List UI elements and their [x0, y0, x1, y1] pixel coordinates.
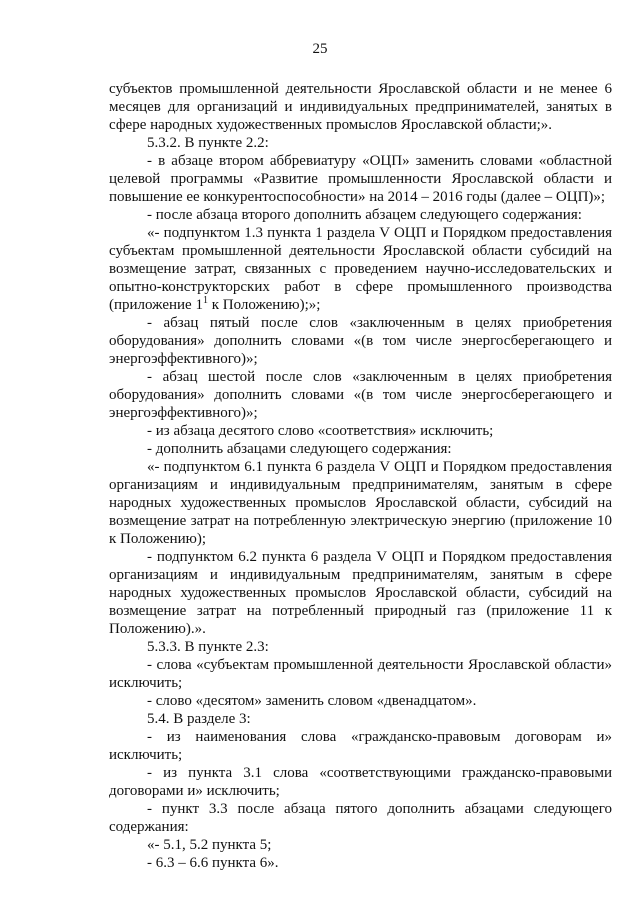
paragraph-text: - в абзаце втором аббревиатуру «ОЦП» заменить словами «областной целевой программы «Развитие промышленности Ярославской области и повышение ее конкурентоспособности» на 2014 – 2016 годы (далее – ОЦП)»; — [109, 153, 612, 205]
paragraph-text: - слово «десятом» заменить словом «двенадцатом». — [147, 693, 477, 709]
paragraph — [109, 206, 612, 224]
document-body — [109, 80, 612, 872]
paragraph-text: 5.3.3. В пункте 2.3: — [147, 639, 269, 655]
paragraph-text: - из наименования слова «гражданско-правовым договорам и» исключить; — [109, 729, 612, 763]
paragraph — [109, 548, 612, 638]
paragraph — [109, 836, 612, 854]
paragraph-text: «- 5.1, 5.2 пункта 5; — [147, 837, 272, 853]
paragraph-text: - после абзаца второго дополнить абзацем следующего содержания: — [147, 207, 582, 223]
paragraph — [109, 656, 612, 692]
paragraph — [109, 692, 612, 710]
paragraph — [109, 854, 612, 872]
superscript: 1 — [202, 295, 208, 306]
paragraph-text: «- подпунктом 6.1 пункта 6 раздела V ОЦП и Порядком предоставления организациям и индивидуальным предпринимателям, занятым в сфере народных художественных промыслов Ярославской области, субсидий на возмещение затрат на потребленную электрическую энергию (приложение 10 к Положению); — [109, 459, 612, 547]
paragraph — [109, 422, 612, 440]
paragraph — [109, 224, 612, 314]
paragraph-text-after: к Положению);»; — [207, 297, 321, 313]
paragraph-text: - 6.3 – 6.6 пункта 6». — [147, 855, 279, 871]
paragraph-text: - дополнить абзацами следующего содержания: — [147, 441, 452, 457]
paragraph-text: 5.4. В разделе 3: — [147, 711, 251, 727]
paragraph-text: - слова «субъектам промышленной деятельности Ярославской области» исключить; — [109, 657, 612, 691]
paragraph — [109, 764, 612, 800]
paragraph — [109, 80, 612, 134]
paragraph-text: 5.3.2. В пункте 2.2: — [147, 135, 269, 151]
paragraph-text: - абзац пятый после слов «заключенным в целях приобретения оборудования» дополнить словами «(в том числе энергосберегающего и энергоэффективного)»; — [109, 315, 612, 367]
paragraph-text: - пункт 3.3 после абзаца пятого дополнить абзацами следующего содержания: — [109, 801, 612, 835]
paragraph — [109, 458, 612, 548]
paragraph — [109, 638, 612, 656]
paragraph — [109, 728, 612, 764]
paragraph — [109, 368, 612, 422]
paragraph-text: - подпунктом 6.2 пункта 6 раздела V ОЦП и Порядком предоставления организациям и индивидуальным предпринимателям, занятым в сфере народных художественных промыслов Ярославской области, субсидий на возмещение затрат на потребленный природный газ (приложение 11 к Положению).». — [109, 549, 612, 637]
paragraph — [109, 152, 612, 206]
page-number: 25 — [312, 41, 328, 57]
paragraph-text: «- подпунктом 1.3 пункта 1 раздела V ОЦП и Порядком предоставления субъектам промышленной деятельности Ярославской области субсидий на возмещение затрат, связанных с проведением научно-исследовательских и опытно-конструкторских работ в сфере промышленного производства (приложение 1 — [109, 225, 612, 313]
paragraph — [109, 800, 612, 836]
paragraph-text: субъектов промышленной деятельности Ярославской области и не менее 6 месяцев для организаций и индивидуальных предпринимателей, занятых в сфере народных художественных промыслов Ярославской области;». — [109, 81, 612, 133]
paragraph — [109, 134, 612, 152]
paragraph-text: - из пункта 3.1 слова «соответствующими гражданско-правовыми договорами и» исключить; — [109, 765, 612, 799]
paragraph — [109, 710, 612, 728]
paragraph-text: - из абзаца десятого слово «соответствия» исключить; — [147, 423, 494, 439]
paragraph — [109, 440, 612, 458]
paragraph — [109, 314, 612, 368]
paragraph-text: - абзац шестой после слов «заключенным в целях приобретения оборудования» дополнить словами «(в том числе энергосберегающего и энергоэффективного)»; — [109, 369, 612, 421]
